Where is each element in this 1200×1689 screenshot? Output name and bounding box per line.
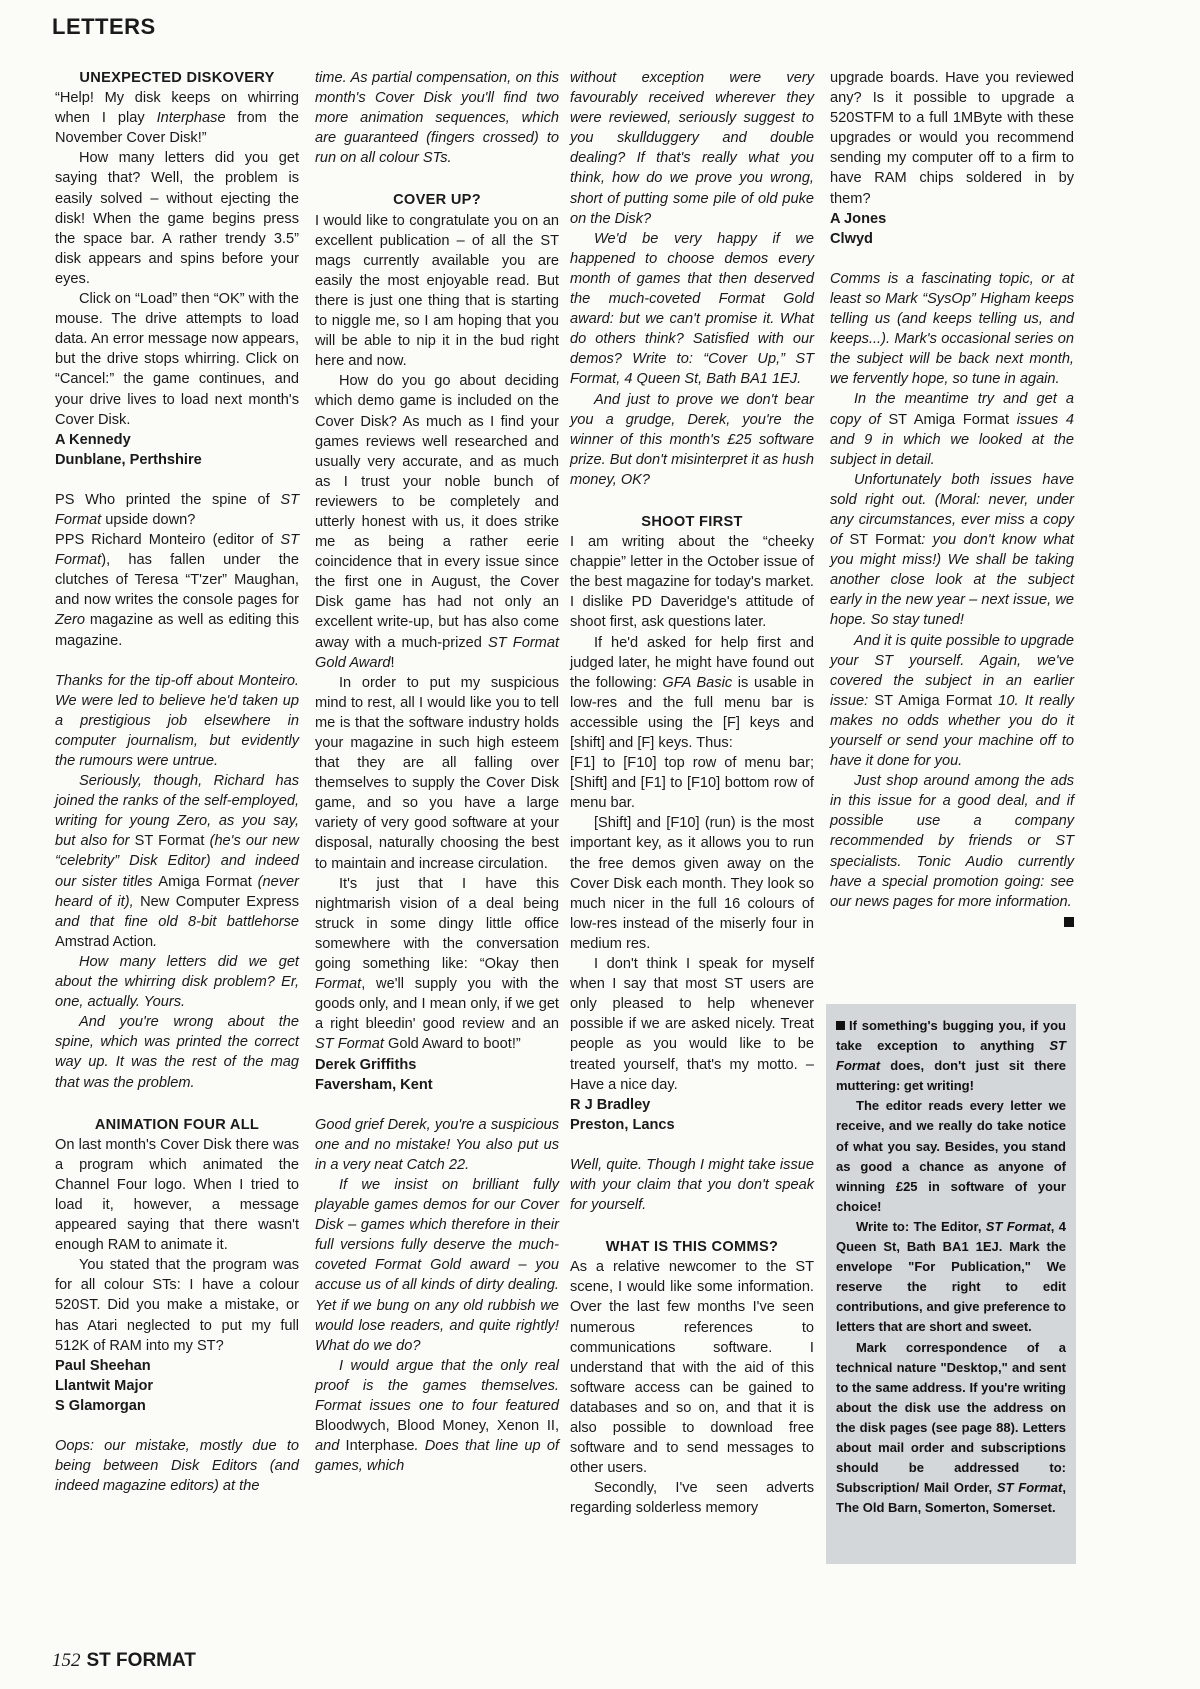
- boxout-paragraph: Mark correspondence of a technical nature "Desktop," and sent to the same address. If you're writing about the disk use the address on the disk pages (see page 88). Letters about mail order and subscriptions should be addressed to: Subscription/ Mail Order, ST Format, The Old Barn, Somerton, Somerset.: [836, 1339, 1066, 1516]
- magazine-name: ST FORMAT: [86, 1650, 196, 1671]
- heading-cover-up: COVER UP?: [393, 192, 481, 209]
- letter-paragraph: How many letters did you get saying that? Well, the problem is easily solved – without ejecting the disk! When the game begins press the space bar. A rather trendy 3.5” disk appears and spins before your eyes.: [55, 150, 299, 287]
- boxout-paragraph: Write to: The Editor, ST Format, 4 Queen St, Bath BA1 1EJ. Mark the envelope "For Publication," We reserve the right to edit contributions, and give preference to letters that are short and sweet.: [836, 1218, 1066, 1335]
- letter-paragraph: I am writing about the “cheeky chappie” letter in the October issue of the best magazine for today's market. I dislike PD Daveridge's attitude of shoot first, ask questions later.: [570, 534, 814, 631]
- editor-reply: In the meantime try and get a copy of ST Amiga Format issues 4 and 9 in which we looked at the subject in detail.: [830, 391, 1075, 468]
- letter-pps: PPS Richard Monteiro (editor of ST Format), has fallen under the clutches of Teresa “T'zer” Maughan, and now writes the console pages for Zero magazine as well as editing this magazine.: [55, 532, 299, 649]
- boxout-paragraph: The editor reads every letter we receive, and we really do take notice of what you say. Besides, you stand as good a chance as anyone of winning £25 in software of your choice!: [836, 1098, 1066, 1214]
- editor-reply: time. As partial compensation, on this month's Cover Disk you'll find two more animation sequences, which are guaranteed (fingers crossed) to run on all colour STs.: [315, 70, 559, 167]
- letter-paragraph: As a relative newcomer to the ST scene, I would like some information. Over the last few months I've seen numerous references to communications software. I understand that with the aid of this software access can be gained to databases and so on, and that it is also possible to download free software and to send messages to other users.: [570, 1259, 814, 1477]
- letter-paragraph: How do you go about deciding which demo game is included on the Cover Disk? As much as I find your games reviews well researched and usually very accurate, and as much as I trust your noble bunch of reviewers to be completely and utterly honest with us, it does strike me as being a rather eerie coincidence that in every issue since the first one in August, the Cover Disk game has had not only an excellent write-up, but has also come away with a much-prized ST Format Gold Award!: [315, 373, 560, 671]
- editor-reply: Comms is a fascinating topic, or at least so Mark “SysOp” Higham keeps telling us (and keeps telling us, and keeps...). Mark's occasional series on the subject will be back next month, we fervently hope, so tune in again.: [830, 270, 1074, 388]
- letter-ps: PS Who printed the spine of ST Format upside down?: [55, 491, 299, 528]
- letter-paragraph: If he'd asked for help first and judged later, he might have found out the following: GFA Basic is usable in low-res and the full menu bar is accessible using the [F] keys and [shift] and [F] keys. Thus:: [570, 634, 814, 751]
- letter-paragraph: I would like to congratulate you on an excellent publication – of all the ST mags currently available you are easily the most enjoyable read. But there is just one thing that is starting to niggle me, so I am hoping that you will be able to nip it in the bud right here and now.: [315, 212, 559, 370]
- signature-location: Preston, Lancs: [570, 1116, 675, 1133]
- letter-paragraph: Click on “Load” then “OK” with the mouse. The drive attempts to load data. An error message now appears, but the drive stops whirring. Click on “Cancel:” the game continues, and your drive lives to load next month's Cover Disk.: [55, 291, 299, 428]
- column-2: [315, 68, 559, 1476]
- editor-reply: Seriously, though, Richard has joined the ranks of the self-employed, writing for young Zero, as you say, but also for ST Format (he's our new “celebrity” Disk Editor) and indeed our sister titles Amiga Format (never heard of it), New Computer Express and that fine old 8-bit battlehorse Amstrad Action.: [55, 773, 300, 950]
- letter-paragraph: You stated that the program was for all colour STs: I have a colour 520ST. Did you make a mistake, or has Atari neglected to put my full 512K of RAM into my ST?: [55, 1257, 299, 1354]
- column-3: [570, 68, 814, 1518]
- editor-reply: How many letters did we get about the whirring disk problem? Er, one, actually. Yours.: [55, 953, 299, 1011]
- editor-reply: Well, quite. Though I might take issue with your claim that you don't speak for yourself.: [570, 1156, 814, 1214]
- signature-name: R J Bradley: [570, 1096, 651, 1113]
- bullet-square-icon: [836, 1021, 845, 1030]
- letter-paragraph: “Help! My disk keeps on whirring when I play Interphase from the November Cover Disk!”: [55, 90, 299, 147]
- signature-name: A Kennedy: [55, 431, 131, 448]
- signature-location: S Glamorgan: [55, 1397, 146, 1414]
- editor-reply: And just to prove we don't bear you a grudge, Derek, you're the winner of this month's £25 software prize. But don't misinterpret it as hush money, OK?: [570, 391, 814, 488]
- editor-reply: If we insist on brilliant fully playable games demos for our Cover Disk – games which therefore in their full versions fully deserve the much-coveted Format Gold award – you accuse us of all kinds of dirty dealing. Yet if we bung on any old rubbish we would lose readers, and quite rightly! What do we do?: [315, 1176, 559, 1354]
- end-mark: [1064, 917, 1074, 927]
- editor-reply: without exception were very favourably received wherever they were reviewed, seriously suggest to you skullduggery and double dealing? If that's really what you think, how do we prove you wrong, short of putting some pile of old puke on the Disk?: [570, 70, 814, 227]
- editor-reply: Thanks for the tip-off about Monteiro. We were led to believe he'd taken up a prestigious job elsewhere in computer journalism, but evidently the rumours were untrue.: [55, 672, 299, 769]
- letter-paragraph: [F1] to [F10] top row of menu bar; [Shift] and [F1] to [F10] bottom row of menu bar.: [570, 755, 814, 812]
- editor-reply: Just shop around among the ads in this issue for a good deal, and if possible use a company recommended by friends or ST specialists. Tonic Audio currently have a special promotion going: see our news pages for more information.: [830, 771, 1074, 912]
- editor-reply: Good grief Derek, you're a suspicious one and no mistake! You also put us in a very neat Catch 22.: [315, 1116, 559, 1173]
- letter-paragraph: upgrade boards. Have you reviewed any? Is it possible to upgrade a 520STFM to a full 1MByte with these upgrades or would you recommend sending my computer off to a firm to have RAM chips soldered in by them?: [830, 70, 1074, 207]
- page-footer: [52, 1650, 196, 1672]
- editor-reply: Unfortunately both issues have sold right out. (Moral: never, under any circumstances, ever miss a copy of ST Format: you don't know what you might miss!) We shall be taking another close look at the subject early in the new year – next issue, we hope. So stay tuned!: [830, 471, 1074, 629]
- signature-name: Derek Griffiths: [315, 1056, 417, 1073]
- signature-location: Faversham, Kent: [315, 1076, 433, 1093]
- editor-reply: Oops: our mistake, mostly due to being between Disk Editors (and indeed magazine editors) at the: [55, 1438, 299, 1495]
- boxout-paragraph: If something's bugging you, if you take exception to anything ST Format does, don't just sit there muttering: get writing!: [836, 1018, 1066, 1094]
- column-1: [55, 68, 299, 1496]
- letter-paragraph: On last month's Cover Disk there was a program which animated the Channel Four logo. When I tried to load it, however, a message appeared saying that there wasn't enough RAM to animate it.: [55, 1136, 299, 1254]
- editor-reply: We'd be very happy if we happened to choose demos every month of games that then deserved the much-coveted Format Gold award: but we can't promise it. What do others think? Satisfied with our demos? Write to: “Cover Up,” ST Format, 4 Queen St, Bath BA1 1EJ.: [570, 230, 814, 388]
- section-title: LETTERS: [52, 14, 156, 39]
- write-to-us-boxout: [826, 1004, 1076, 1564]
- signature-name: A Jones: [830, 210, 887, 227]
- letter-paragraph: In order to put my suspicious mind to rest, all I would like you to tell me is that the software industry holds your magazine in such high esteem that they are all falling over themselves to supply the Cover Disk game, and so you have a large variety of very good software at your disposal, naturally choosing the best to maintain and increase circulation.: [315, 674, 559, 872]
- signature-location: Dunblane, Perthshire: [55, 451, 202, 468]
- heading-animation-four-all: ANIMATION FOUR ALL: [94, 1116, 260, 1133]
- editor-reply: And it is quite possible to upgrade your ST yourself. Again, we've covered the subject in an earlier issue: ST Amiga Format 10. It really makes no odds whether you do it yourself or send your machine off to have it done for you.: [830, 632, 1074, 770]
- letter-paragraph: I don't think I speak for myself when I say that most ST users are only pleased to help whenever possible if we are asked nicely. Treat people as you would like to be treated yourself, that's my motto. – Have a nice day.: [570, 956, 814, 1093]
- heading-what-is-this-comms: WHAT IS THIS COMMS?: [605, 1239, 779, 1256]
- signature-name: Paul Sheehan: [55, 1357, 151, 1374]
- column-4: [830, 68, 1074, 927]
- signature-location: Clwyd: [830, 230, 873, 247]
- signature-location: Llantwit Major: [55, 1377, 154, 1394]
- letter-paragraph: Secondly, I've seen adverts regarding solderless memory: [570, 1480, 814, 1517]
- editor-reply: And you're wrong about the spine, which was printed the correct way up. It was the rest of the mag that was the problem.: [55, 1014, 299, 1091]
- page-number: 152: [52, 1650, 81, 1671]
- letter-paragraph: [Shift] and [F10] (run) is the most important key, as it allows you to run the free demos given away on the Cover Disk each month. They look so much nicer in the full 16 colours of low-res instead of the miserly four in medium res.: [570, 815, 814, 952]
- editor-reply: I would argue that the only real proof is the games themselves. Format issues one to four featured Bloodwych, Blood Money, Xenon II, and Interphase. Does that line up of games, which: [315, 1357, 559, 1475]
- heading-unexpected-diskovery: UNEXPECTED DISKOVERY: [79, 70, 275, 86]
- letter-paragraph: It's just that I have this nightmarish vision of a deal being struck in some dingy little office somewhere with the conversation going something like: “Okay then Format, we'll supply you with the goods only, and I mean only, if we get a right bleedin' good review and an ST Format Gold Award to boot!”: [315, 875, 559, 1053]
- heading-shoot-first: SHOOT FIRST: [641, 513, 743, 530]
